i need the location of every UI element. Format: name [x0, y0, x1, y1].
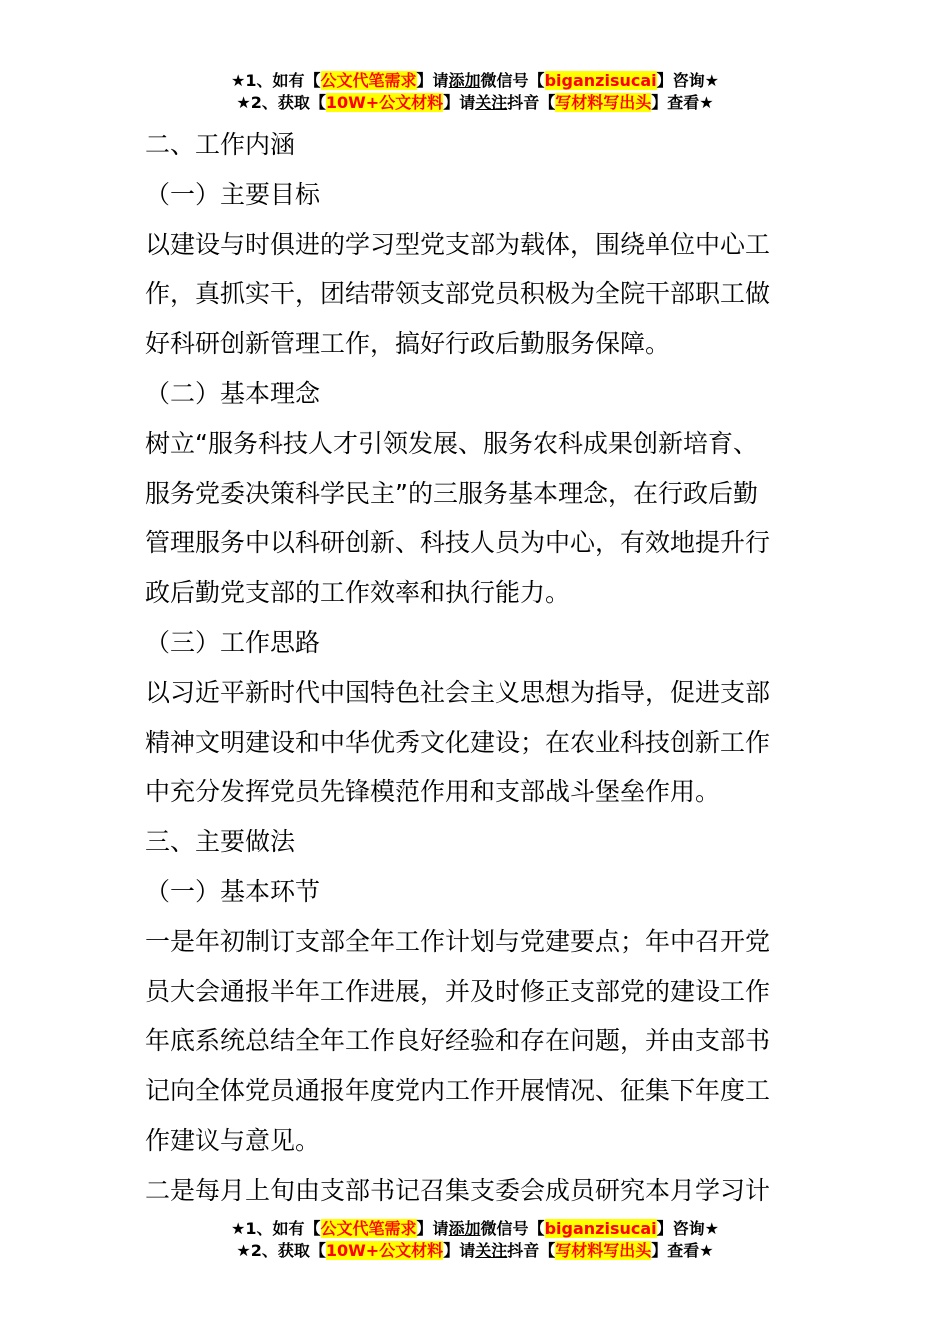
paragraph-line: 作建议与意见。: [145, 1125, 321, 1155]
banner-highlight: 写材料写出头: [555, 1241, 652, 1260]
banner-text: 】咨询★: [656, 1219, 719, 1238]
banner-text: 】查看★: [651, 93, 714, 112]
banner-text: 】请: [443, 1241, 476, 1260]
paragraph-line: 作，真抓实干，团结带领支部党员积极为全院干部职工做: [145, 279, 771, 309]
paragraph-line: 服务党委决策科学民主”的三服务基本理念，在行政后勤: [145, 478, 758, 508]
banner-text: 】咨询★: [656, 71, 719, 90]
banner-highlight: biganzisucai: [544, 1219, 657, 1238]
paragraph-line: 二是每月上旬由支部书记召集支委会成员研究本月学习计: [145, 1175, 771, 1205]
paragraph-line: 中充分发挥党员先锋模范作用和支部战斗堡垒作用。: [145, 777, 721, 807]
banner-highlight: biganzisucai: [544, 71, 657, 90]
banner-text: ★2、获取【: [236, 1241, 326, 1260]
banner-text: 】请: [416, 1219, 449, 1238]
section-heading: 三、主要做法: [145, 827, 296, 857]
banner-line-2: [0, 92, 950, 114]
footer-banner: [0, 1218, 950, 1262]
paragraph-line: 年底系统总结全年工作良好经验和存在问题，并由支部书: [145, 1026, 771, 1056]
banner-text: 微信号【: [480, 71, 545, 90]
subsection-heading: （一）主要目标: [145, 179, 321, 209]
banner-highlight: 10W+公文材料: [325, 1241, 444, 1260]
header-banner: [0, 70, 950, 114]
banner-underline: 添加: [448, 71, 481, 90]
banner-highlight: 写材料写出头: [555, 93, 652, 112]
banner-line-1: [0, 1218, 950, 1240]
paragraph-line: 政后勤党支部的工作效率和执行能力。: [145, 578, 571, 608]
document-body: [145, 120, 810, 1216]
paragraph-line: 员大会通报半年工作进展，并及时修正支部党的建设工作: [145, 976, 771, 1006]
banner-highlight: 公文代笔需求: [320, 71, 417, 90]
subsection-heading: （二）基本理念: [145, 378, 321, 408]
banner-text: 】查看★: [651, 1241, 714, 1260]
paragraph-line: 记向全体党员通报年度党内工作开展情况、征集下年度工: [145, 1076, 771, 1106]
paragraph-line: 精神文明建设和中华优秀文化建设；在农业科技创新工作: [145, 727, 771, 757]
banner-line-1: [0, 70, 950, 92]
subsection-heading: （三）工作思路: [145, 627, 321, 657]
paragraph-line: 以习近平新时代中国特色社会主义思想为指导，促进支部: [145, 677, 771, 707]
section-heading: 二、工作内涵: [145, 130, 296, 159]
paragraph-line: 管理服务中以科研创新、科技人员为中心，有效地提升行: [145, 528, 771, 558]
paragraph-line: 以建设与时俱进的学习型党支部为载体，围绕单位中心工: [145, 229, 771, 259]
banner-text: 微信号【: [480, 1219, 545, 1238]
banner-text: ★1、如有【: [231, 71, 321, 90]
banner-underline: 关注: [475, 93, 508, 112]
banner-highlight: 10W+公文材料: [325, 93, 444, 112]
banner-text: 】请: [443, 93, 476, 112]
paragraph-line: 树立“服务科技人才引领发展、服务农科成果创新培育、: [145, 428, 758, 458]
banner-line-2: [0, 1240, 950, 1262]
subsection-heading: （一）基本环节: [145, 876, 321, 906]
banner-text: ★1、如有【: [231, 1219, 321, 1238]
banner-highlight: 公文代笔需求: [320, 1219, 417, 1238]
banner-text: 抖音【: [507, 93, 556, 112]
banner-text: ★2、获取【: [236, 93, 326, 112]
banner-underline: 关注: [475, 1241, 508, 1260]
banner-text: 抖音【: [507, 1241, 556, 1260]
banner-underline: 添加: [448, 1219, 481, 1238]
paragraph-line: 好科研创新管理工作，搞好行政后勤服务保障。: [145, 329, 671, 359]
paragraph-line: 一是年初制订支部全年工作计划与党建要点；年中召开党: [145, 926, 771, 956]
banner-text: 】请: [416, 71, 449, 90]
